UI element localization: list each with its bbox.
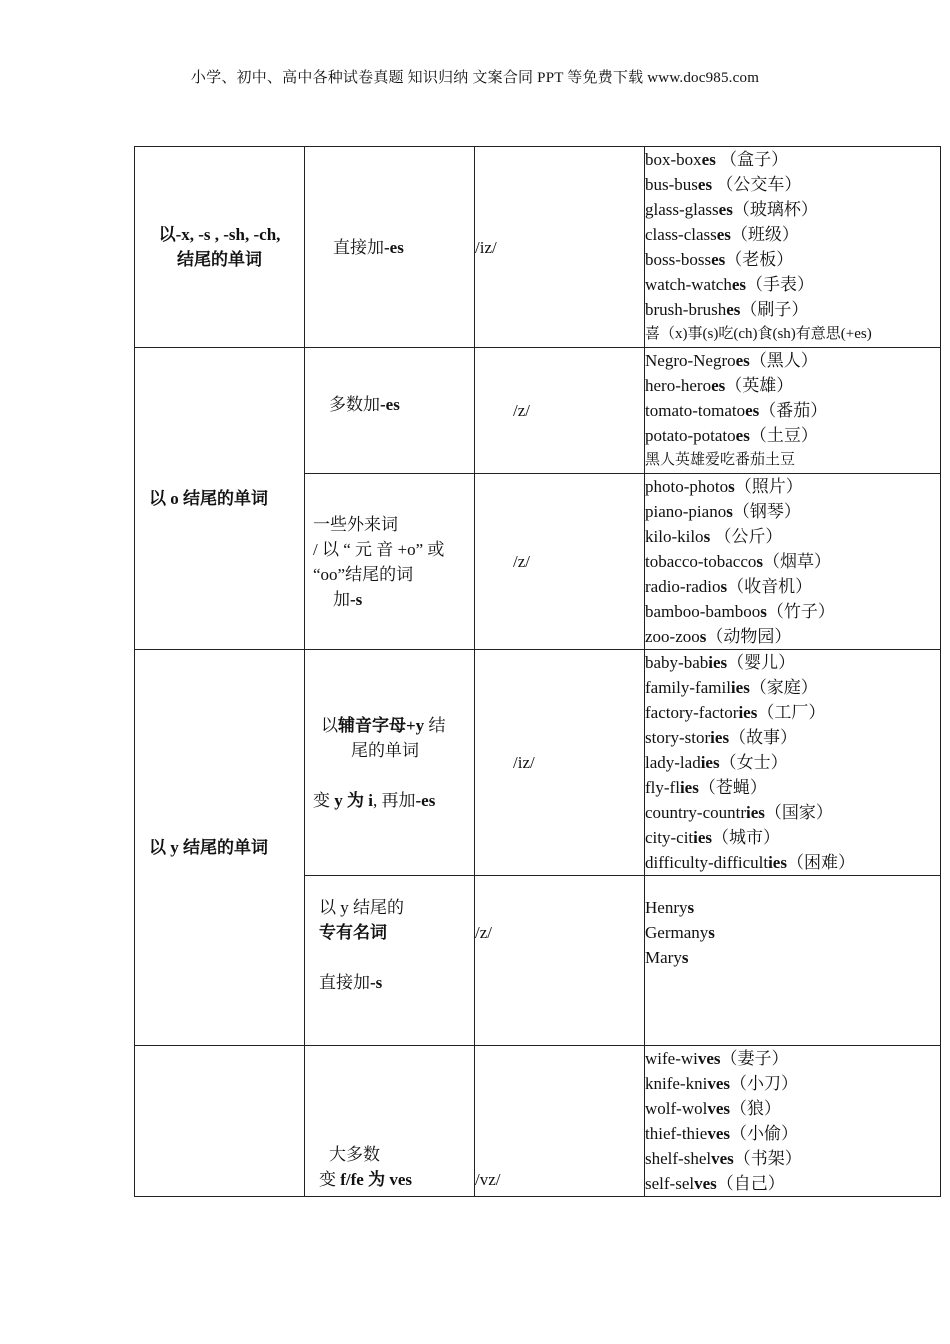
table-row (135, 348, 941, 474)
category-label: 以 y 结尾的单词 (149, 838, 268, 857)
rule-text: 直接加 (333, 237, 384, 257)
rule-text: 变 f/fe 为 ves (319, 1170, 413, 1189)
rule-text: 尾的单词 (351, 740, 419, 760)
example-line: zoo-zoos（动物园） (645, 627, 792, 646)
rule-suffix: -es (384, 237, 404, 257)
rule-text: 大多数 (329, 1145, 380, 1164)
examples-cell (645, 348, 941, 474)
example-line: photo-photos（照片） (645, 477, 803, 496)
category-cell (135, 1046, 305, 1197)
examples-cell (645, 474, 941, 650)
rule-suffix: -es (380, 395, 400, 414)
sound-cell (475, 1046, 645, 1197)
example-line: self-selves（自己） (645, 1174, 785, 1193)
table-row (135, 650, 941, 876)
plural-rules-table (134, 146, 941, 1197)
rule-text: “oo”结尾的词 (313, 564, 414, 584)
sound-cell (475, 876, 645, 1046)
table-row (135, 147, 941, 348)
example-line: bus-buses （公交车） (645, 175, 802, 194)
example-line: shelf-shelves（书架） (645, 1149, 802, 1168)
category-cell (135, 348, 305, 650)
example-line: piano-pianos（钢琴） (645, 502, 801, 521)
example-line: bamboo-bamboos（竹子） (645, 602, 835, 621)
sound-cell (475, 650, 645, 876)
pronunciation: /z/ (513, 401, 530, 420)
example-line: wife-wives（妻子） (645, 1049, 789, 1068)
example-line: boss-bosses（老板） (645, 250, 794, 269)
examples-cell (645, 147, 941, 348)
category-label: 以-x, -s , -sh, -ch, 结尾的单词 (158, 225, 281, 269)
rule-text: / 以 “ 元 音 +o” 或 (313, 539, 445, 559)
pronunciation: /z/ (475, 923, 492, 942)
pronunciation: /iz/ (475, 237, 497, 257)
rule-suffix: -s (370, 973, 383, 992)
examples-cell (645, 650, 941, 876)
rule-text: 一些外来词 (313, 514, 398, 534)
example-line: wolf-wolves（狼） (645, 1099, 781, 1118)
example-line: Marys (645, 948, 689, 967)
pronunciation: /z/ (513, 552, 530, 571)
category-cell (135, 147, 305, 348)
sound-cell (475, 147, 645, 348)
example-line: potato-potatoes（土豆） (645, 426, 818, 445)
rule-text: 多数加 (329, 395, 380, 414)
examples-cell (645, 1046, 941, 1197)
example-line: class-classes（班级） (645, 225, 799, 244)
rule-text: 加-s (333, 589, 363, 609)
example-line: thief-thieves（小偷） (645, 1124, 798, 1143)
example-line: hero-heroes（英雄） (645, 376, 794, 395)
table-row (135, 1046, 941, 1197)
sound-cell (475, 474, 645, 650)
rule-cell (305, 1046, 475, 1197)
example-line: Germanys (645, 923, 715, 942)
example-line: Henrys (645, 898, 695, 917)
rule-text: 直接加-s (319, 973, 383, 992)
example-line: knife-knives（小刀） (645, 1074, 798, 1093)
example-line: Negro-Negroes（黑人） (645, 351, 818, 370)
example-line: difficulty-difficulties（困难） (645, 853, 855, 872)
example-line: city-cities（城市） (645, 828, 781, 847)
example-line: baby-babies（婴儿） (645, 653, 796, 672)
example-line: family-families（家庭） (645, 678, 818, 697)
rule-cell (305, 650, 475, 876)
example-line: radio-radios（收音机） (645, 577, 813, 596)
rule-suffix: f/fe 为 ves (340, 1170, 413, 1189)
sound-cell (475, 348, 645, 474)
page-header: 小学、初中、高中各种试卷真题 知识归纳 文案合同 PPT 等免费下载 www.doc985.com (190, 70, 760, 86)
rule-text: 以辅音字母+y 结 (321, 715, 446, 735)
rule-suffix: -es (415, 790, 436, 810)
example-line: story-stories（故事） (645, 728, 798, 747)
category-label: 以 o 结尾的单词 (149, 489, 268, 508)
rule-cell (305, 474, 475, 650)
example-line: watch-watches（手表） (645, 275, 815, 294)
category-cell (135, 650, 305, 1046)
example-line: tobacco-tobaccos（烟草） (645, 552, 832, 571)
example-line: kilo-kilos （公斤） (645, 527, 783, 546)
mnemonic-line: 喜（x)事(s)吃(ch)食(sh)有意思(+es) (645, 326, 872, 342)
pronunciation: /vz/ (475, 1170, 501, 1189)
example-line: box-boxes （盒子） (645, 150, 789, 169)
rule-cell (305, 348, 475, 474)
example-line: lady-ladies（女士） (645, 753, 788, 772)
example-line: tomato-tomatoes（番茄） (645, 401, 828, 420)
rule-text: 专有名词 (319, 923, 387, 942)
rule-cell (305, 876, 475, 1046)
example-line: glass-glasses（玻璃杯） (645, 200, 818, 219)
rule-text: 以 y 结尾的 (319, 898, 404, 917)
example-line: brush-brushes（刷子） (645, 300, 809, 319)
example-line: fly-flies（苍蝇） (645, 778, 767, 797)
pronunciation: /iz/ (513, 753, 535, 772)
rule-suffix: -s (350, 589, 363, 609)
example-line: country-countries（国家） (645, 803, 833, 822)
examples-cell (645, 876, 941, 1046)
example-line: factory-factories（工厂） (645, 703, 826, 722)
rule-cell (305, 147, 475, 348)
rule-text: 变 y 为 i, 再加-es (313, 790, 436, 810)
mnemonic-line: 黑人英雄爱吃番茄土豆 (645, 452, 796, 468)
